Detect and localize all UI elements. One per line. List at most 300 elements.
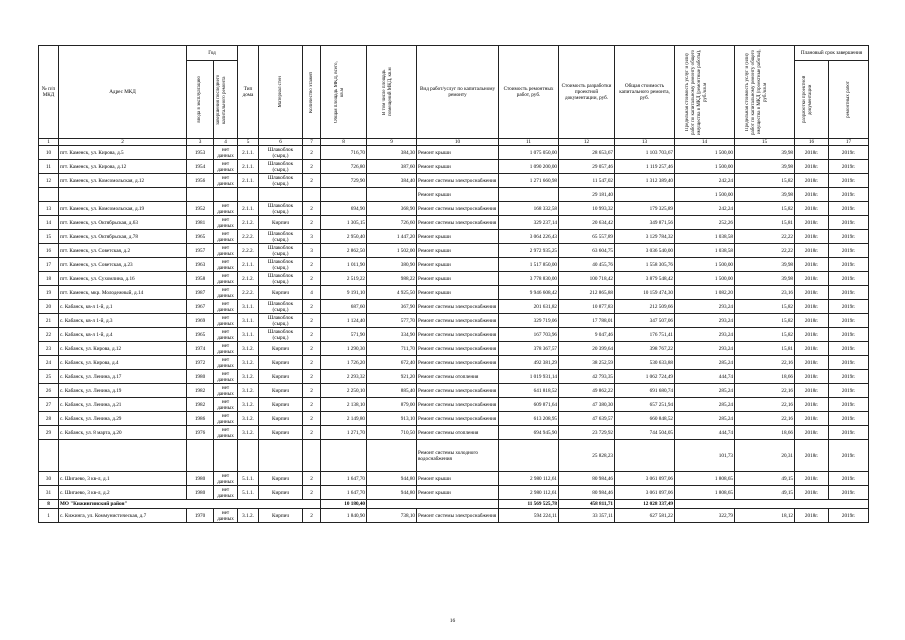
row-cost-repair: 492 381,29 [499,356,559,370]
row-cost-design: 80 984,46 [559,486,615,500]
row-cost-repair: 329 237,14 [499,216,559,230]
row-num: 26 [39,384,59,398]
row-work-type: Ремонт крыши [417,272,499,286]
row-cost-repair: 1 517 850,00 [499,258,559,272]
subtotal-num: 8 [39,500,59,509]
row-planned-repair: 2019г. [829,486,869,500]
row-planned-design: 2018г. [795,426,829,440]
row-address: пгт. Каменск, ул. Октябрьская, д.78 [59,230,187,244]
row-year-built: 1954 [187,160,214,174]
row-planned-design: 2018г. [795,328,829,342]
row-cost-repair: 2 980 112,61 [499,472,559,486]
row-year-built: 1967 [187,300,214,314]
column-number: 3 [187,139,214,146]
row-limit-repair: 1 808,65 [675,486,735,500]
row-wall-material: Шлакоблок (сырц.) [259,230,303,244]
subtotal-total-area: 10 180,40 [321,500,367,509]
row-planned-design: 2018г. [795,244,829,258]
column-number: 1 [39,139,59,146]
row-res-area: 913,10 [367,412,417,426]
row-num: 28 [39,412,59,426]
row-year-built: 1953 [187,146,214,160]
row-limit-repair: 285,24 [675,384,735,398]
row-planned-repair: 2019г. [829,370,869,384]
row-house-type: 2.1.2. [238,272,259,286]
row-cost-repair: 167 703,96 [499,328,559,342]
row-total-area: 9 191,10 [321,286,367,300]
row-limit-repair: 252,26 [675,216,735,230]
row-year-built: 1963 [187,258,214,272]
row-floors: 2 [303,356,321,370]
row-work-type: Ремонт системы электроснабжения [417,342,499,356]
row-num: 17 [39,258,59,272]
table-row [39,342,869,356]
row-planned-design: 2018г. [795,509,829,523]
row-year-built: 1974 [187,342,214,356]
row-cost-design: 11 547,02 [559,174,615,188]
row-cost-design: 20 634,42 [559,216,615,230]
row-num: 22 [39,328,59,342]
row-wall-material: Шлакоблок (сырц.) [259,160,303,174]
row-planned-repair: 2019г. [829,356,869,370]
row-address: с. Кабанск, ул. Кирова, д.4 [59,356,187,370]
row-num: 14 [39,216,59,230]
col-cost-total-header: Общая стоимость капитального ремонта, руб. [615,46,675,139]
row-year-built: 1956 [187,174,214,188]
row-planned-design: 2018г. [795,472,829,486]
row-wall-material: Кирпич [259,216,303,230]
row-wall-material: Кирпич [259,342,303,356]
column-number: 13 [615,139,675,146]
row-planned-design: 2018г. [795,146,829,160]
row-num: 10 [39,146,59,160]
row-year-repair: нет данных [214,244,238,258]
row-total-area: 2 138,10 [321,398,367,412]
row-year-built: 1965 [187,230,214,244]
row-num [39,188,59,202]
row-cost-repair: 1 271 660,98 [499,174,559,188]
col-total-area-header: Общая площадь МКД, всего, кв.м [321,46,367,139]
row-planned-design: 2018г. [795,314,829,328]
row-house-type: 5.1.1. [238,472,259,486]
col-address-header: Адрес МКД [59,46,187,139]
row-limit-repair: 285,24 [675,412,735,426]
row-year-built: 1981 [187,216,214,230]
row-house-type: 2.2.2. [238,230,259,244]
row-res-area: 726,60 [367,216,417,230]
row-address: пгт. Каменск, мкр. Молодежный, д.14 [59,286,187,300]
row-house-type: 3.1.2. [238,356,259,370]
row-res-area: 387,60 [367,160,417,174]
row-wall-material: Шлакоблок (сырц.) [259,314,303,328]
row-work-type: Ремонт системы электроснабжения [417,412,499,426]
row-address: с. Кабанск, кв-л 1-й, д.1 [59,300,187,314]
row-wall-material [259,440,303,472]
table-row [39,216,869,230]
row-planned-design: 2018г. [795,356,829,370]
row-total-area: 2 950,40 [321,230,367,244]
row-cost-design: 65 557,89 [559,230,615,244]
row-floors: 2 [303,216,321,230]
table-row [39,202,869,216]
row-cost-design: 47 639,57 [559,412,615,426]
column-number: 10 [417,139,499,146]
row-year-repair: нет данных [214,314,238,328]
row-year-built [187,188,214,202]
row-cost-total: 691 680,74 [615,384,675,398]
row-floors: 2 [303,258,321,272]
row-res-area: 1 502,00 [367,244,417,258]
row-res-area: 738,10 [367,509,417,523]
table-row [39,174,869,188]
row-num: 31 [39,486,59,500]
row-address: с. Кабанск, ул. Ленина, д.29 [59,412,187,426]
table-row [39,412,869,426]
row-num: 30 [39,472,59,486]
row-year-built: 1958 [187,272,214,286]
column-number: 7 [303,139,321,146]
row-num: 27 [39,398,59,412]
row-total-area: 571,90 [321,328,367,342]
row-cost-design: 100 718,42 [559,272,615,286]
row-limit-repair: 1 082,20 [675,286,735,300]
row-limit-design: 15,82 [735,314,795,328]
row-year-built: 1957 [187,244,214,258]
row-res-area [367,188,417,202]
row-cost-repair: 201 631,82 [499,300,559,314]
row-work-type: Ремонт системы электроснабжения [417,398,499,412]
row-year-repair: нет данных [214,384,238,398]
row-limit-repair: 101,73 [675,440,735,472]
row-cost-design: 25 828,23 [559,440,615,472]
row-house-type: 3.1.2. [238,370,259,384]
row-wall-material: Шлакоблок (сырц.) [259,272,303,286]
row-total-area: 729,90 [321,174,367,188]
row-cost-total: 744 504,05 [615,426,675,440]
row-res-area: 921,20 [367,370,417,384]
row-total-area: 1 647,70 [321,472,367,486]
row-cost-repair: 329 719,06 [499,314,559,328]
row-cost-repair: 641 818,52 [499,384,559,398]
row-year-repair: нет данных [214,216,238,230]
row-house-type: 5.1.1. [238,486,259,500]
row-total-area: 1 305,15 [321,216,367,230]
row-house-type: 3.1.1. [238,314,259,328]
row-planned-repair: 2019г. [829,146,869,160]
table-row [39,486,869,500]
row-house-type: 3.1.2. [238,342,259,356]
row-year-repair: нет данных [214,230,238,244]
row-limit-repair: 444,74 [675,370,735,384]
table-row [39,244,869,258]
row-planned-repair: 2019г. [829,202,869,216]
row-limit-repair: 285,24 [675,398,735,412]
row-cost-total [615,188,675,202]
row-year-repair: нет данных [214,174,238,188]
row-address: пгт. Каменск, ул. Комсомольская, д.12 [59,174,187,188]
row-cost-repair: 3 064 226,43 [499,230,559,244]
row-house-type: 3.1.1. [238,300,259,314]
col-wall-material-header: Материал стен [259,46,303,139]
row-cost-design: 38 252,59 [559,356,615,370]
row-year-repair: нет данных [214,202,238,216]
row-limit-design: 49,15 [735,486,795,500]
row-floors: 2 [303,370,321,384]
row-work-type: Ремонт крыши [417,286,499,300]
subtotal-label: МО "Кижингинский район" [59,500,321,509]
row-cost-repair: 378 367,57 [499,342,559,356]
row-planned-design: 2018г. [795,412,829,426]
row-cost-total: 212 509,66 [615,300,675,314]
row-floors: 2 [303,384,321,398]
row-year-repair: нет данных [214,472,238,486]
row-num: 16 [39,244,59,258]
row-house-type [238,440,259,472]
row-year-built: 1980 [187,486,214,500]
table-row [39,472,869,486]
row-address: с. Кабанск, ул. Ленина, д.21 [59,398,187,412]
row-year-repair: нет данных [214,412,238,426]
row-res-area: 367,90 [367,300,417,314]
row-cost-total: 627 581,22 [615,509,675,523]
row-limit-design: 15,82 [735,328,795,342]
row-num: 1 [39,509,59,523]
row-res-area: 384,30 [367,146,417,160]
row-limit-repair: 1 500,00 [675,188,735,202]
row-year-repair: нет данных [214,272,238,286]
row-cost-design: 10 877,83 [559,300,615,314]
row-cost-design: 80 984,46 [559,472,615,486]
row-wall-material: Кирпич [259,486,303,500]
row-cost-repair: 594 224,11 [499,509,559,523]
row-cost-total: 176 751,41 [615,328,675,342]
table-row [39,328,869,342]
row-cost-total: 1 312 389,40 [615,174,675,188]
row-floors: 3 [303,230,321,244]
row-cost-design: 17 788,01 [559,314,615,328]
row-wall-material: Кирпич [259,509,303,523]
row-num: 21 [39,314,59,328]
row-num: 11 [39,160,59,174]
row-work-type: Ремонт крыши [417,230,499,244]
subtotal-empty [675,500,869,509]
col-floors-header: Количество этажей [303,46,321,139]
row-address: с. Шигаево, 3 кв-л, д.2 [59,486,187,500]
row-floors: 2 [303,202,321,216]
row-wall-material: Кирпич [259,356,303,370]
row-cost-repair: 609 871,64 [499,398,559,412]
row-num [39,440,59,472]
row-cost-repair: 1 090 200,00 [499,160,559,174]
row-cost-total: 3 129 784,32 [615,230,675,244]
row-planned-repair: 2019г. [829,188,869,202]
column-number: 16 [795,139,829,146]
column-number: 5 [238,139,259,146]
row-res-area: 672,40 [367,356,417,370]
row-total-area: 1 124,40 [321,314,367,328]
row-total-area: 1 647,70 [321,486,367,500]
row-limit-design: 39,98 [735,146,795,160]
row-year-built: 1987 [187,286,214,300]
row-year-built: 1982 [187,398,214,412]
row-cost-total: 398 767,22 [615,342,675,356]
table-row [39,384,869,398]
row-limit-repair: 444,74 [675,426,735,440]
column-number: 11 [499,139,559,146]
row-total-area: 2 149,80 [321,412,367,426]
row-address [59,440,187,472]
row-cost-total: 349 871,56 [615,216,675,230]
row-planned-design: 2018г. [795,258,829,272]
row-cost-total: 3 061 097,06 [615,472,675,486]
row-floors: 2 [303,426,321,440]
subtotal-row [39,500,869,509]
row-wall-material: Шлакоблок (сырц.) [259,258,303,272]
row-year-repair: нет данных [214,426,238,440]
row-planned-design: 2018г. [795,202,829,216]
row-floors: 2 [303,300,321,314]
row-planned-design: 2018г. [795,300,829,314]
row-house-type: 2.1.2. [238,216,259,230]
row-wall-material: Кирпич [259,472,303,486]
row-year-repair: нет данных [214,342,238,356]
row-limit-design: 18,66 [735,426,795,440]
row-total-area: 1 011,90 [321,258,367,272]
row-floors: 2 [303,509,321,523]
row-limit-repair: 322,79 [675,509,735,523]
row-wall-material: Шлакоблок (сырц.) [259,300,303,314]
row-cost-design: 20 399,64 [559,342,615,356]
row-res-area: 944,80 [367,472,417,486]
row-cost-total: 3 879 548,42 [615,272,675,286]
table-row [39,370,869,384]
row-wall-material: Шлакоблок (сырц.) [259,202,303,216]
row-res-area: 577,70 [367,314,417,328]
row-work-type: Ремонт крыши [417,146,499,160]
row-address: с. Кабанск, ул. 8 марта, д.20 [59,426,187,440]
col-limit-repair-header: Предельная стоимость услуг и (или) работ по капитальному ремонту общего имущества в МКД (ремонтные работы), руб./кв.м [675,46,735,139]
row-res-area: 879,00 [367,398,417,412]
row-cost-total: 1 062 724,49 [615,370,675,384]
row-work-type: Ремонт системы электроснабжения [417,216,499,230]
row-total-area: 2 519,22 [321,272,367,286]
row-house-type: 3.1.2. [238,398,259,412]
row-house-type: 3.1.2. [238,426,259,440]
row-cost-design: 212 865,88 [559,286,615,300]
row-total-area: 1 290,30 [321,342,367,356]
col-house-type-header: Тип дома [238,46,259,139]
row-year-repair [214,188,238,202]
row-total-area [321,188,367,202]
row-planned-design: 2018г. [795,160,829,174]
subtotal-cost-repair: 11 569 525,78 [499,500,559,509]
row-year-repair: нет данных [214,146,238,160]
row-year-built: 1972 [187,356,214,370]
row-floors: 2 [303,174,321,188]
row-planned-repair: 2019г. [829,300,869,314]
row-house-type: 2.1.1. [238,160,259,174]
row-work-type: Ремонт системы отопления [417,370,499,384]
row-year-repair: нет данных [214,258,238,272]
row-cost-design: 29 057,46 [559,160,615,174]
row-res-area: 711,70 [367,342,417,356]
row-house-type: 3.1.2. [238,384,259,398]
row-cost-design: 9 047,46 [559,328,615,342]
row-res-area: 384,40 [367,174,417,188]
row-floors: 2 [303,472,321,486]
row-house-type: 2.2.2. [238,244,259,258]
row-limit-repair: 1 500,00 [675,160,735,174]
row-address: пгт. Каменск, ул. Октябрьская, д.63 [59,216,187,230]
row-num: 19 [39,286,59,300]
row-cost-total: 3 036 540,00 [615,244,675,258]
column-number: 4 [214,139,238,146]
row-cost-total: 3 061 097,06 [615,486,675,500]
row-limit-design: 18,66 [735,370,795,384]
row-address: с. Кабанск, кв-л 1-й, д.4 [59,328,187,342]
row-planned-design: 2018г. [795,440,829,472]
row-planned-design: 2018г. [795,286,829,300]
column-numbers-row [39,139,869,146]
table-row [39,509,869,523]
row-limit-design: 18,12 [735,509,795,523]
column-number: 6 [259,139,303,146]
row-wall-material: Шлакоблок (сырц.) [259,174,303,188]
row-work-type: Ремонт системы электроснабжения [417,202,499,216]
row-address [59,188,187,202]
table-row [39,272,869,286]
row-limit-repair: 1 808,65 [675,472,735,486]
row-year-built: 1986 [187,412,214,426]
row-cost-total: 657 251,94 [615,398,675,412]
row-res-area: 710,50 [367,426,417,440]
row-cost-total: 530 633,88 [615,356,675,370]
row-year-repair: нет данных [214,370,238,384]
row-num: 25 [39,370,59,384]
row-wall-material: Шлакоблок (сырц.) [259,328,303,342]
table-row [39,230,869,244]
row-cost-repair: 3 778 830,00 [499,272,559,286]
row-work-type: Ремонт системы отопления [417,426,499,440]
row-address: пгт. Каменск, ул. Кирова, д.12 [59,160,187,174]
row-limit-design: 15,82 [735,202,795,216]
row-year-repair [214,440,238,472]
capital-repair-table [38,45,869,523]
row-planned-repair: 2019г. [829,412,869,426]
row-address: пгт. Каменск, ул. Сухомлина, д.16 [59,272,187,286]
row-planned-repair: 2019г. [829,272,869,286]
row-cost-total: 10 159 474,30 [615,286,675,300]
row-limit-design: 22,16 [735,384,795,398]
row-limit-repair: 293,24 [675,300,735,314]
table-row [39,160,869,174]
row-work-type: Ремонт системы электроснабжения [417,314,499,328]
row-wall-material [259,188,303,202]
row-limit-design: 20,31 [735,440,795,472]
table-row [39,426,869,440]
row-planned-design: 2018г. [795,216,829,230]
row-planned-repair: 2019г. [829,384,869,398]
row-num: 18 [39,272,59,286]
row-planned-design: 2018г. [795,398,829,412]
row-limit-design: 15,81 [735,342,795,356]
row-limit-repair: 1 500,00 [675,146,735,160]
row-cost-repair: 168 332,58 [499,202,559,216]
row-floors: 2 [303,314,321,328]
row-cost-design: 49 862,22 [559,384,615,398]
table-row [39,300,869,314]
row-floors: 2 [303,342,321,356]
